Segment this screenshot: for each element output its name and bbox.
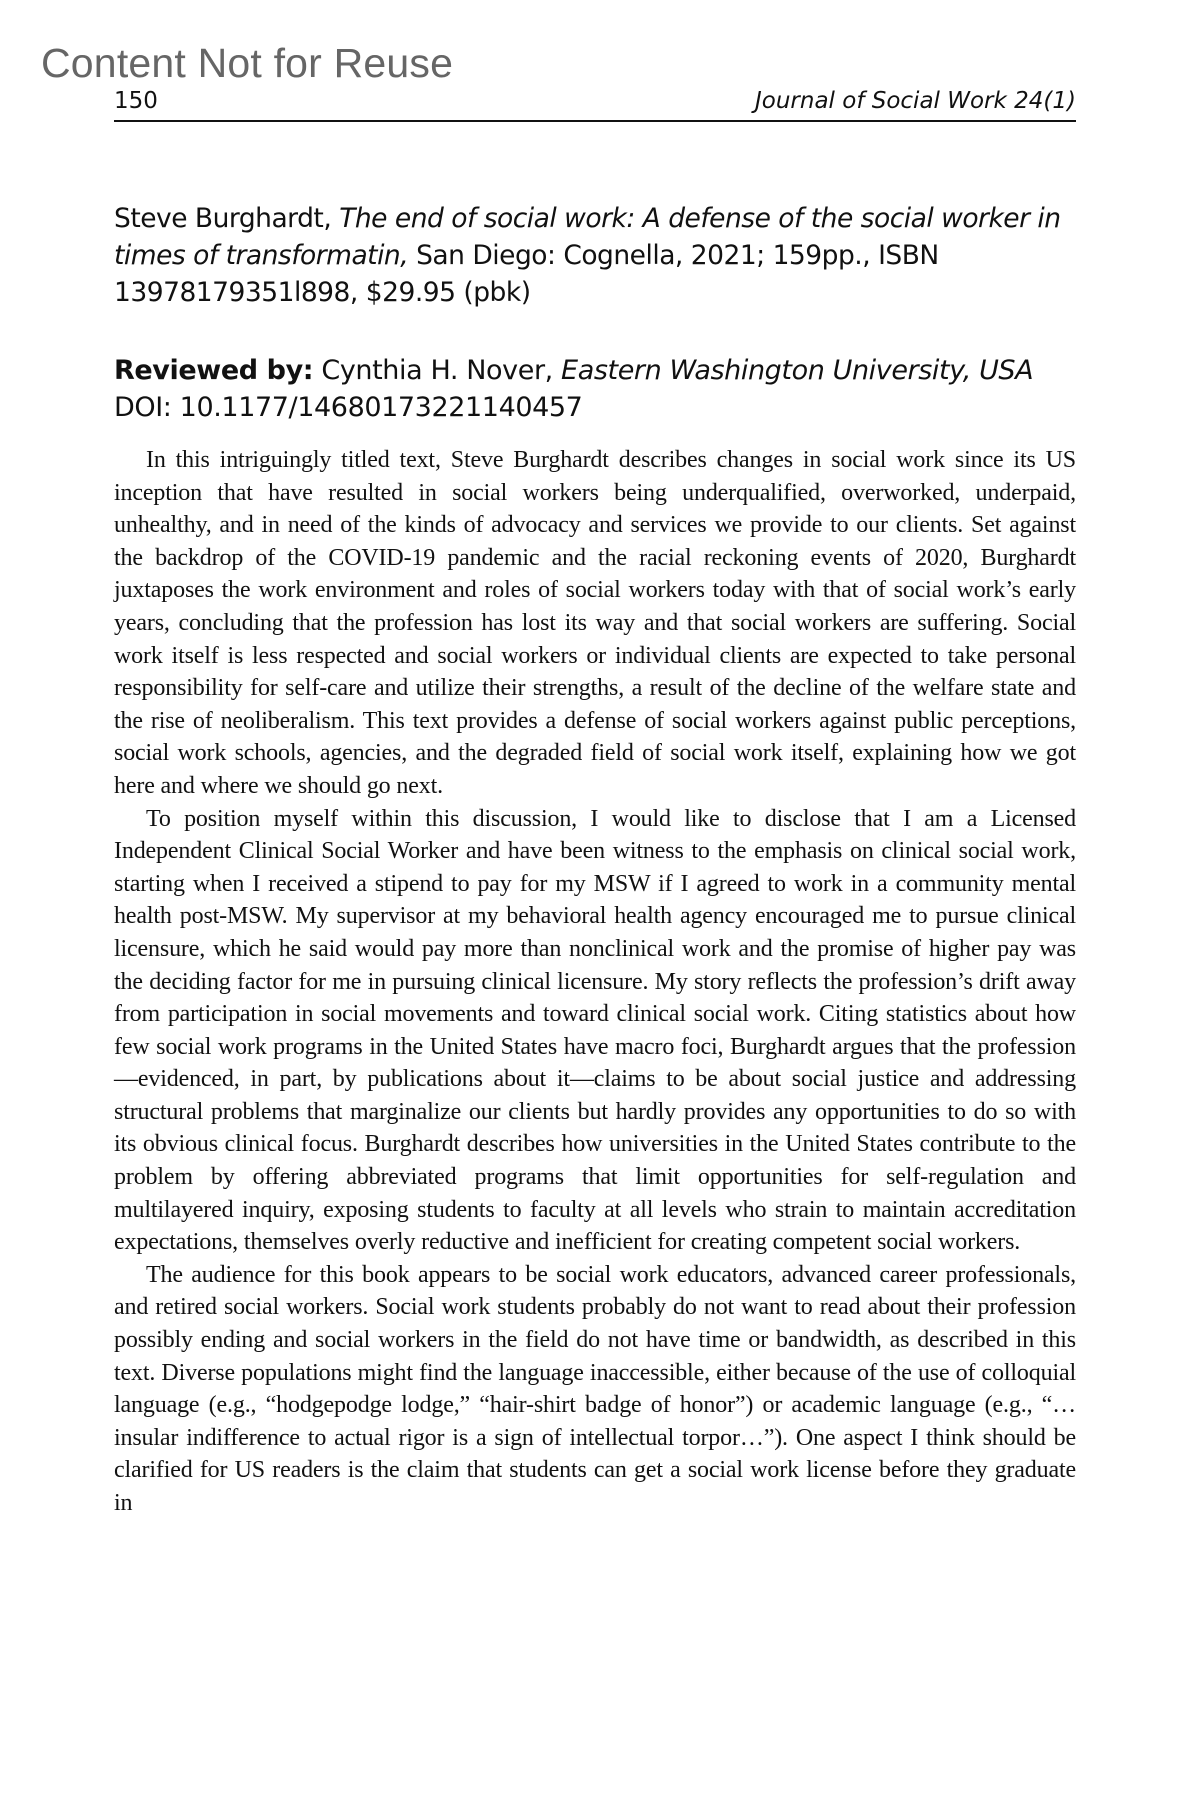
reviewer-info [114,352,1076,426]
reviewer-line [114,352,1076,389]
book-title: The end of social work: A defense of the social worker in times of transformatin, [114,203,1061,271]
review-body [114,444,1076,1520]
book-details: San Diego: Cognella, 2021; 159pp., ISBN 13978179351l898, $29.95 (pbk) [114,240,939,308]
body-paragraph: To position myself within this discussion, I would like to disclose that I am a Licensed Independent Clinical Social Worker and have been witness to the emphasis on clinical social work, starting when I received a stipend to pay for my MSW if I agreed to work in a community mental health post-MSW. My supervisor at my behavioral health agency encouraged me to pursue clinical licensure, which he said would pay more than nonclinical work and the promise of higher pay was the deciding factor for me in pursuing clinical licensure. My story reflects the profession’s drift away from participation in social movements and toward clinical social work. Citing statistics about how few social work programs in the United States have macro foci, Burghardt argues that the profession—evidenced, in part, by publications about it—claims to be about social justice and addressing structural problems that marginalize our clients but hardly provides any opportunities to do so with its obvious clinical focus. Burghardt describes how universities in the United States contribute to the problem by offering abbreviated programs that limit opportunities for self-regulation and multilayered inquiry, exposing students to faculty at all levels who strain to maintain accreditation expectations, themselves overly reductive and inefficient for creating competent social workers. [114,805,1076,1256]
doi: DOI: 10.1177/14680173221140457 [114,392,583,423]
body-paragraph: The audience for this book appears to be social work educators, advanced career professionals, and retired social workers. Social work students probably do not want to read about their profession possibly ending and social workers in the field do not have time or bandwidth, as described in this text. Diverse populations might find the language inaccessible, either because of the use of colloquial language (e.g., “hodgepodge lodge,” “hair-shirt badge of honor”) or academic language (e.g., “…insular indifference to actual rigor is a sign of intellectual torpor…”). One aspect I think should be clarified for US readers is the claim that students can get a social work license before they graduate in [114,1261,1076,1516]
page-number: 150 [114,88,158,114]
journal-title: Journal of Social Work 24(1) [755,88,1076,114]
body-paragraph: In this intriguingly titled text, Steve Burghardt describes changes in social work since its US inception that have resulted in social workers being underqualified, overworked, underpaid, unhealthy, and in need of the kinds of advocacy and services we provide to our clients. Set against the backdrop of the COVID-19 pandemic and the racial reckoning events of 2020, Burghardt juxtaposes the work environment and roles of social workers today with that of social work’s early years, concluding that the profession has lost its way and that social workers are suffering. Social work itself is less respected and social workers or individual clients are expected to take personal responsibility for self-care and utilize their strengths, a result of the decline of the welfare state and the rise of neoliberalism. This text provides a defense of social workers against public perceptions, social work schools, agencies, and the degraded field of social work itself, explaining how we got here and where we should go next. [114,447,1076,799]
reviewed-by-label: Reviewed by: [114,355,314,386]
book-citation [114,200,1076,311]
reviewer-affiliation: Eastern Washington University, USA [561,355,1034,386]
book-author: Steve Burghardt, [114,203,332,234]
reviewer-name: Cynthia H. Nover, [321,355,553,386]
watermark: Content Not for Reuse [41,40,454,86]
running-head [114,86,1076,122]
